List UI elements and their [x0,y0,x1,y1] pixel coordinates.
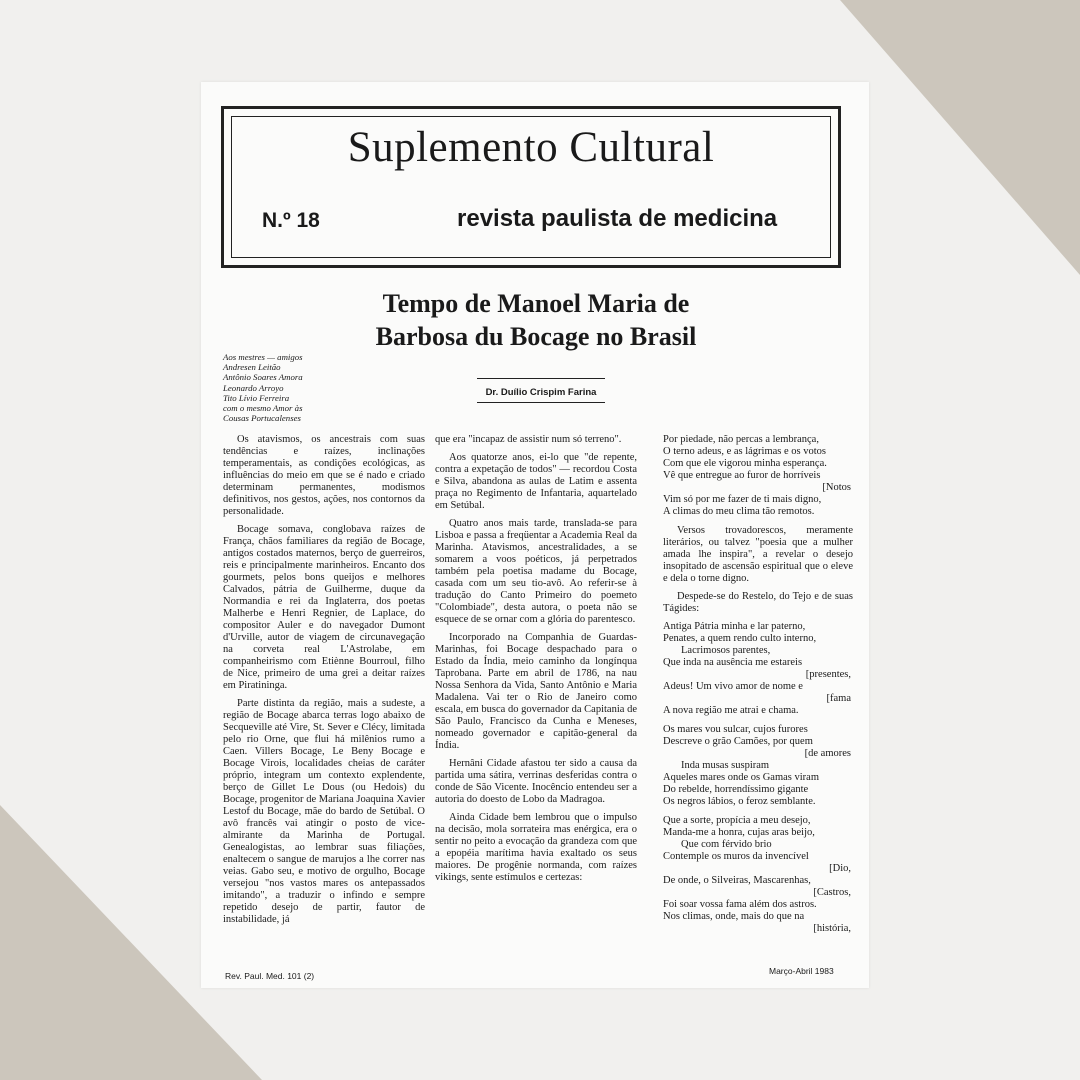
verse-line: Manda-me a honra, cujas aras beijo, [663,827,815,838]
author-byline: Dr. Duílio Crispim Farina [485,387,597,398]
verse-line: Do rebelde, horrendíssimo gigante [663,784,809,795]
paragraph: Bocage somava, conglobava raízes de França, chãos familiares da região de Bocage, antigos costados maternos, berço de guerreiros, reis e principalmente marinheiros. Encanto dos gourmets, pelos bons queijos e melhores Calvados, pátria de Guilherme, duque da Normandia e rei da Inglaterra, dos poetas Malherbe e Henri Regnier, de Laplace, do compositor Auler e do navegador Dumont d'Urville, autor de viagem de circunavegação na corveta real L'Astrolabe, em companheirismo com Etiènne Bourroul, filho de Nice, primeiro de uma grei a deitar raízes em Piratininga. [223,524,425,691]
verse-line: Que com férvido brio [681,839,772,850]
dedication-line: com o mesmo Amor às [223,403,303,414]
masthead-frame [221,106,841,268]
verse-line: Os negros lábios, o feroz semblante. [663,796,816,807]
verse-line: Que a sorte, propícia a meu desejo, [663,815,811,826]
verse-line: De onde, o Silveiras, Mascarenhas, [663,875,811,886]
verse-line: A nova região me atrai e chama. [663,705,799,716]
verse-line: Por piedade, não percas a lembrança, [663,434,819,445]
paragraph: Aos quatorze anos, ei-lo que "de repente, contra a expetação de todos" — recordou Costa e Silva, abandona as aulas de Latim e assenta praça no Regimento de Infantaria, aquartelado em Setúbal. [435,452,637,511]
dedication-line: Cousas Portucalenses [223,413,301,424]
verse-line: [história, [813,923,851,934]
byline-rule-bottom [477,402,605,403]
verse-line: [Castros, [813,887,851,898]
footer-date: Março-Abril 1983 [769,966,834,976]
paragraph: Ainda Cidade bem lembrou que o impulso na decisão, mola sorrateira mas enérgica, era o sentir no peito a evocação da grandeza com que a epopéia marítima havia exaltado os seus maiores. De progênie normanda, com raízes vikings, sente estímulos e certezas: [435,812,637,883]
verse-line: Foi soar vossa fama além dos astros. [663,899,817,910]
verse-stanza [663,621,853,717]
magazine-page [201,82,869,988]
dedication-line: Tito Lívio Ferreira [223,392,290,403]
dedication-line: Leonardo Arroyo [223,382,284,393]
verse-line: [Dio, [829,863,851,874]
journal-name: revista paulista de medicina [457,205,778,232]
footer-citation: Rev. Paul. Med. 101 (2) [225,971,315,981]
verse-line: Descreve o grão Camões, por quem [663,736,813,747]
issue-number: N.º 18 [262,209,320,232]
verse-line: Os mares vou sulcar, cujos furores [663,724,808,735]
verse-line: [de amores [804,748,851,759]
verse-line: Aqueles mares onde os Gamas viram [663,772,819,783]
verse-line: Que inda na ausência me estareis [663,657,803,668]
verse-line: Inda musas suspiram [681,760,770,771]
paragraph: Parte distinta da região, mais a sudeste, a região de Bocage abarca terras logo abaixo de Secqueville até Vire, St. Sever e Clécy, limitada pelo rio Orne, que flui há milênios rumo a Caen. Villers Bocage, Le Beny Bocage e Bocage Virois, localidades cheias de caráter próprio, integram um contexto explendente, berço de Gillet Le Dous (ou Hedois) du Bocage, progenitor de Mariana Joaquina Xavier Lestof du Bocage, mãe do bardo de Setúbal. O avô francês vai atingir o posto de vice-almirante da Marinha de Portugal. Genealogistas, ao lembrar suas filiações, enaltecem o sangue de marujos a lhe correr nas veias. Gabo seu, e motivo de orgulho, Bocage versejou "nos vastos mares os antepassados imitando", a traduzir o infindo e sempre repetido desejo de partir, fautor de instabilidade, já [223,698,425,925]
column-3 [663,434,853,964]
dedication-line: Aos mestres — amigos [223,352,303,362]
paragraph: que era "incapaz de assistir num só terreno". [435,434,622,445]
paragraph: Despede-se do Restelo, do Tejo e de suas Tágides: [663,591,853,614]
verse-line: A climas do meu clima tão remotos. [663,506,815,517]
article-title-line-2: Barbosa du Bocage no Brasil [375,322,697,351]
verse-line: Penates, a quem rendo culto interno, [663,633,817,644]
masthead-title: Suplemento Cultural [347,124,715,171]
verse-line: O terno adeus, e as lágrimas e os votos [663,446,827,457]
article-title-line-1: Tempo de Manoel Maria de [382,289,690,318]
verse-stanza [663,434,853,518]
verse-line: Antiga Pátria minha e lar paterno, [663,621,806,632]
verse-stanza [663,815,853,935]
column-1 [223,434,425,964]
verse-line: [presentes, [805,669,851,680]
verse-line: Contemple os muros da invencível [663,851,809,862]
paragraph: Os atavismos, os ancestrais com suas tendências e raízes, inclinações temperamentais, as condições ecológicas, as influências do meio em que se é nado e criado determinam permanentes, modismos definitivos, nos gestos, ações, nos contornos da personalidade. [223,434,425,517]
dedication-line: Andresen Leitão [223,362,281,373]
verse-stanza [663,724,853,808]
verse-line: Vim só por me fazer de ti mais digno, [663,494,822,505]
verse-line: Nos climas, onde, mais do que na [663,911,805,922]
verse-line: Com que ele vigorou minha esperança. [663,458,827,469]
paragraph: Hernâni Cidade afastou ter sido a causa da partida uma sátira, verrinas desferidas contra o conde de São Vicente. Inocêncio entendeu ser a autoria do doesto de Lobo da Madragoa. [435,758,637,805]
dedication-line: Antônio Soares Amora [223,372,303,383]
paragraph: Quatro anos mais tarde, translada-se para Lisboa e passa a freqüentar a Academia Real da Marinha. Atavismos, ancestralidades, a se somarem a voos poéticos, já perpetrados também pela poetisa madame du Bocage, casada com um seu tio-avô. Ao referir-se à tradução do Canto Primeiro do poemeto "Colombiade", desta autora, o poeta não se esquece de se ornar com a glória do parentesco. [435,518,637,625]
column-2 [435,434,637,964]
verse-line: [fama [826,693,851,704]
verse-line: [Notos [822,482,851,493]
verse-line: Adeus! Um vivo amor de nome e [663,681,803,692]
verse-line: Lacrimosos parentes, [681,645,771,656]
byline-rule-top [477,378,605,379]
paragraph: Versos trovadorescos, meramente literários, ou talvez "poesia que a mulher amada lhe inspira", a revelar o desejo insopitado de ascensão espiritual que o eleve e dela o torne digno. [663,525,853,584]
paragraph: Incorporado na Companhia de Guardas-Marinhas, foi Bocage despachado para o Estado da Índia, meio caminho da longínqua Taprobana. Parte em abril de 1786, na nau Nossa Senhora da Vida, Santo Antônio e Maria Madalena. Vai ter o Rio de Janeiro como escala, em busca do governador da Capitania de São Paulo, Francisco da Cunha e Meneses, nomeado governador e capitão-general da Índia. [435,632,637,751]
dedication [223,352,333,423]
verse-line: Vê que entregue ao furor de horríveis [663,470,821,481]
